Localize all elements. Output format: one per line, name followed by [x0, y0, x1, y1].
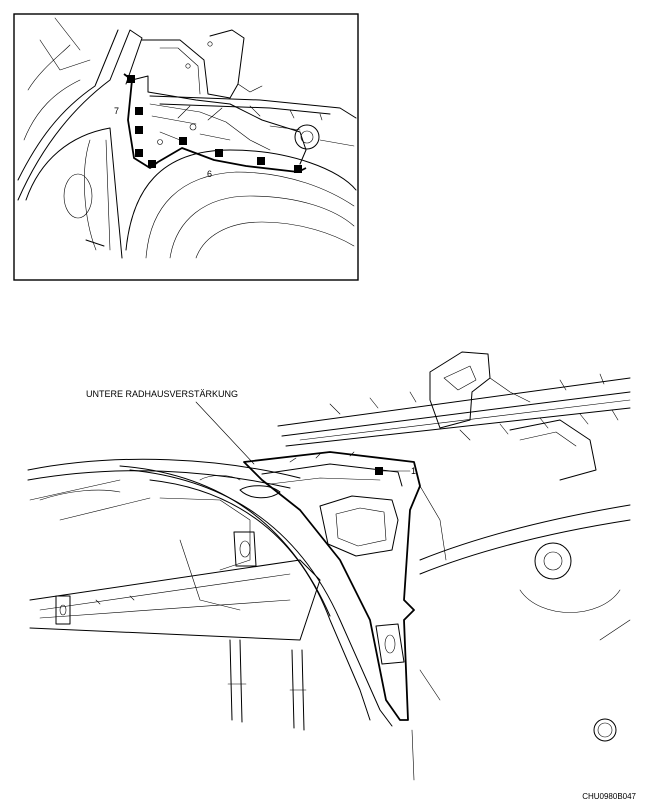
weld-spot-marker	[294, 165, 302, 173]
weld-spot-marker	[135, 107, 143, 115]
weld-spot-marker	[148, 160, 156, 168]
weld-spot-marker	[215, 149, 223, 157]
weld-spot-marker	[375, 467, 383, 475]
weld-spot-marker	[127, 75, 135, 83]
weld-spot-marker	[135, 149, 143, 157]
inset-frame	[14, 14, 358, 280]
weld-spot-marker	[135, 126, 143, 134]
inset-callout-seam-top: 7	[114, 106, 120, 116]
inset-callout-seam-bottom: 6	[207, 169, 213, 179]
weld-spot-marker	[257, 157, 265, 165]
part-label-leader	[196, 402, 254, 464]
main-view	[28, 352, 630, 780]
main-callout-weld: 1	[411, 466, 417, 476]
figure-code: CHU0980B047	[582, 792, 636, 801]
part-label: UNTERE RADHAUSVERSTÄRKUNG	[86, 389, 239, 399]
weld-spot-marker	[179, 137, 187, 145]
inset-detail-view	[14, 14, 358, 280]
